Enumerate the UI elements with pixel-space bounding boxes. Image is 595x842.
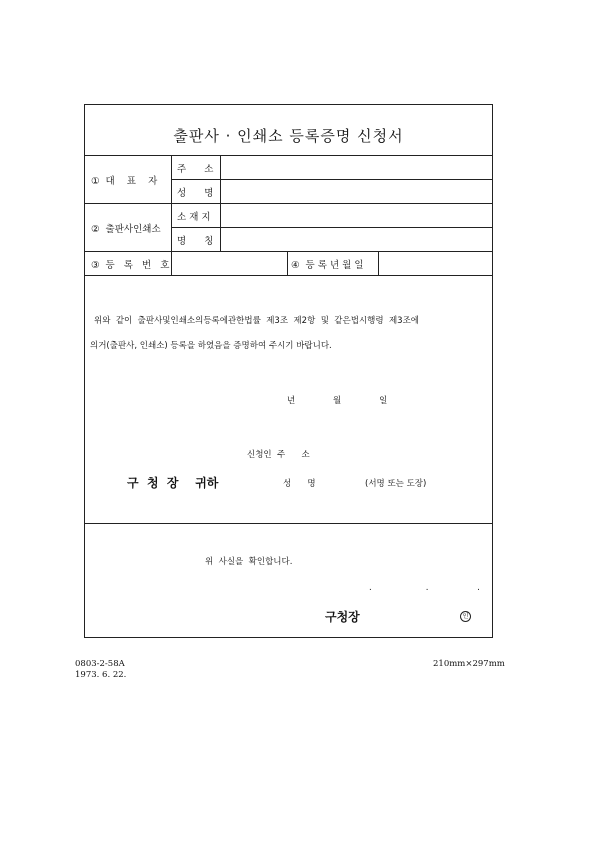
registration-number-label: ③ 등 록 번 호	[91, 260, 170, 271]
form-date: 1973. 6. 22.	[75, 670, 127, 680]
application-form	[84, 104, 493, 638]
rule-reg-mid-a	[287, 251, 288, 275]
representative-label: ① 대 표 자	[91, 176, 158, 187]
registration-date-label: ④ 등 록 년 월 일	[291, 260, 364, 271]
rule-confirm-top	[85, 523, 492, 524]
seal-icon: 인	[460, 611, 471, 622]
pub-title-field[interactable]	[221, 228, 491, 250]
rule-reg-bottom	[85, 275, 492, 276]
signature-note: (서명 또는 도장)	[365, 479, 427, 489]
pub-location-label: 소 재 지	[177, 212, 211, 223]
registration-number-field[interactable]	[172, 252, 286, 274]
request-text-line2: 의거(출판사, 인쇄소) 등록을 하였음을 증명하여 주시기 바랍니다.	[90, 341, 332, 351]
recipient-label: 구 청 장 귀하	[127, 476, 219, 490]
form-number: 0803-2-58A	[75, 659, 125, 669]
pub-location-field[interactable]	[221, 204, 491, 226]
rep-name-field[interactable]	[221, 180, 491, 202]
rep-address-label: 주 소	[177, 164, 214, 175]
paper-size: 210mm×297mm	[433, 659, 505, 669]
confirmation-dots: . . .	[369, 583, 480, 593]
request-text-line1: 위와 같이 출판사및인쇄소의등록에관한법률 제3조 제2항 및 같은법시행령 제3조에	[94, 316, 420, 326]
publisher-printer-label: ② 출판사인쇄소	[91, 224, 161, 235]
confirmation-text: 위 사실을 확인합니다.	[205, 557, 293, 567]
applicant-name-label: 성 명	[283, 479, 316, 489]
rep-name-label: 성 명	[177, 188, 214, 199]
registration-date-field[interactable]	[379, 252, 491, 274]
application-date: 년 월 일	[287, 396, 388, 406]
issuer-label: 구청장	[325, 610, 360, 624]
rep-address-field[interactable]	[221, 156, 491, 178]
applicant-address-label: 신청인 주 소	[247, 450, 310, 460]
form-title: 출판사 · 인쇄소 등록증명 신청서	[173, 127, 404, 145]
pub-title-label: 명 칭	[177, 236, 214, 247]
